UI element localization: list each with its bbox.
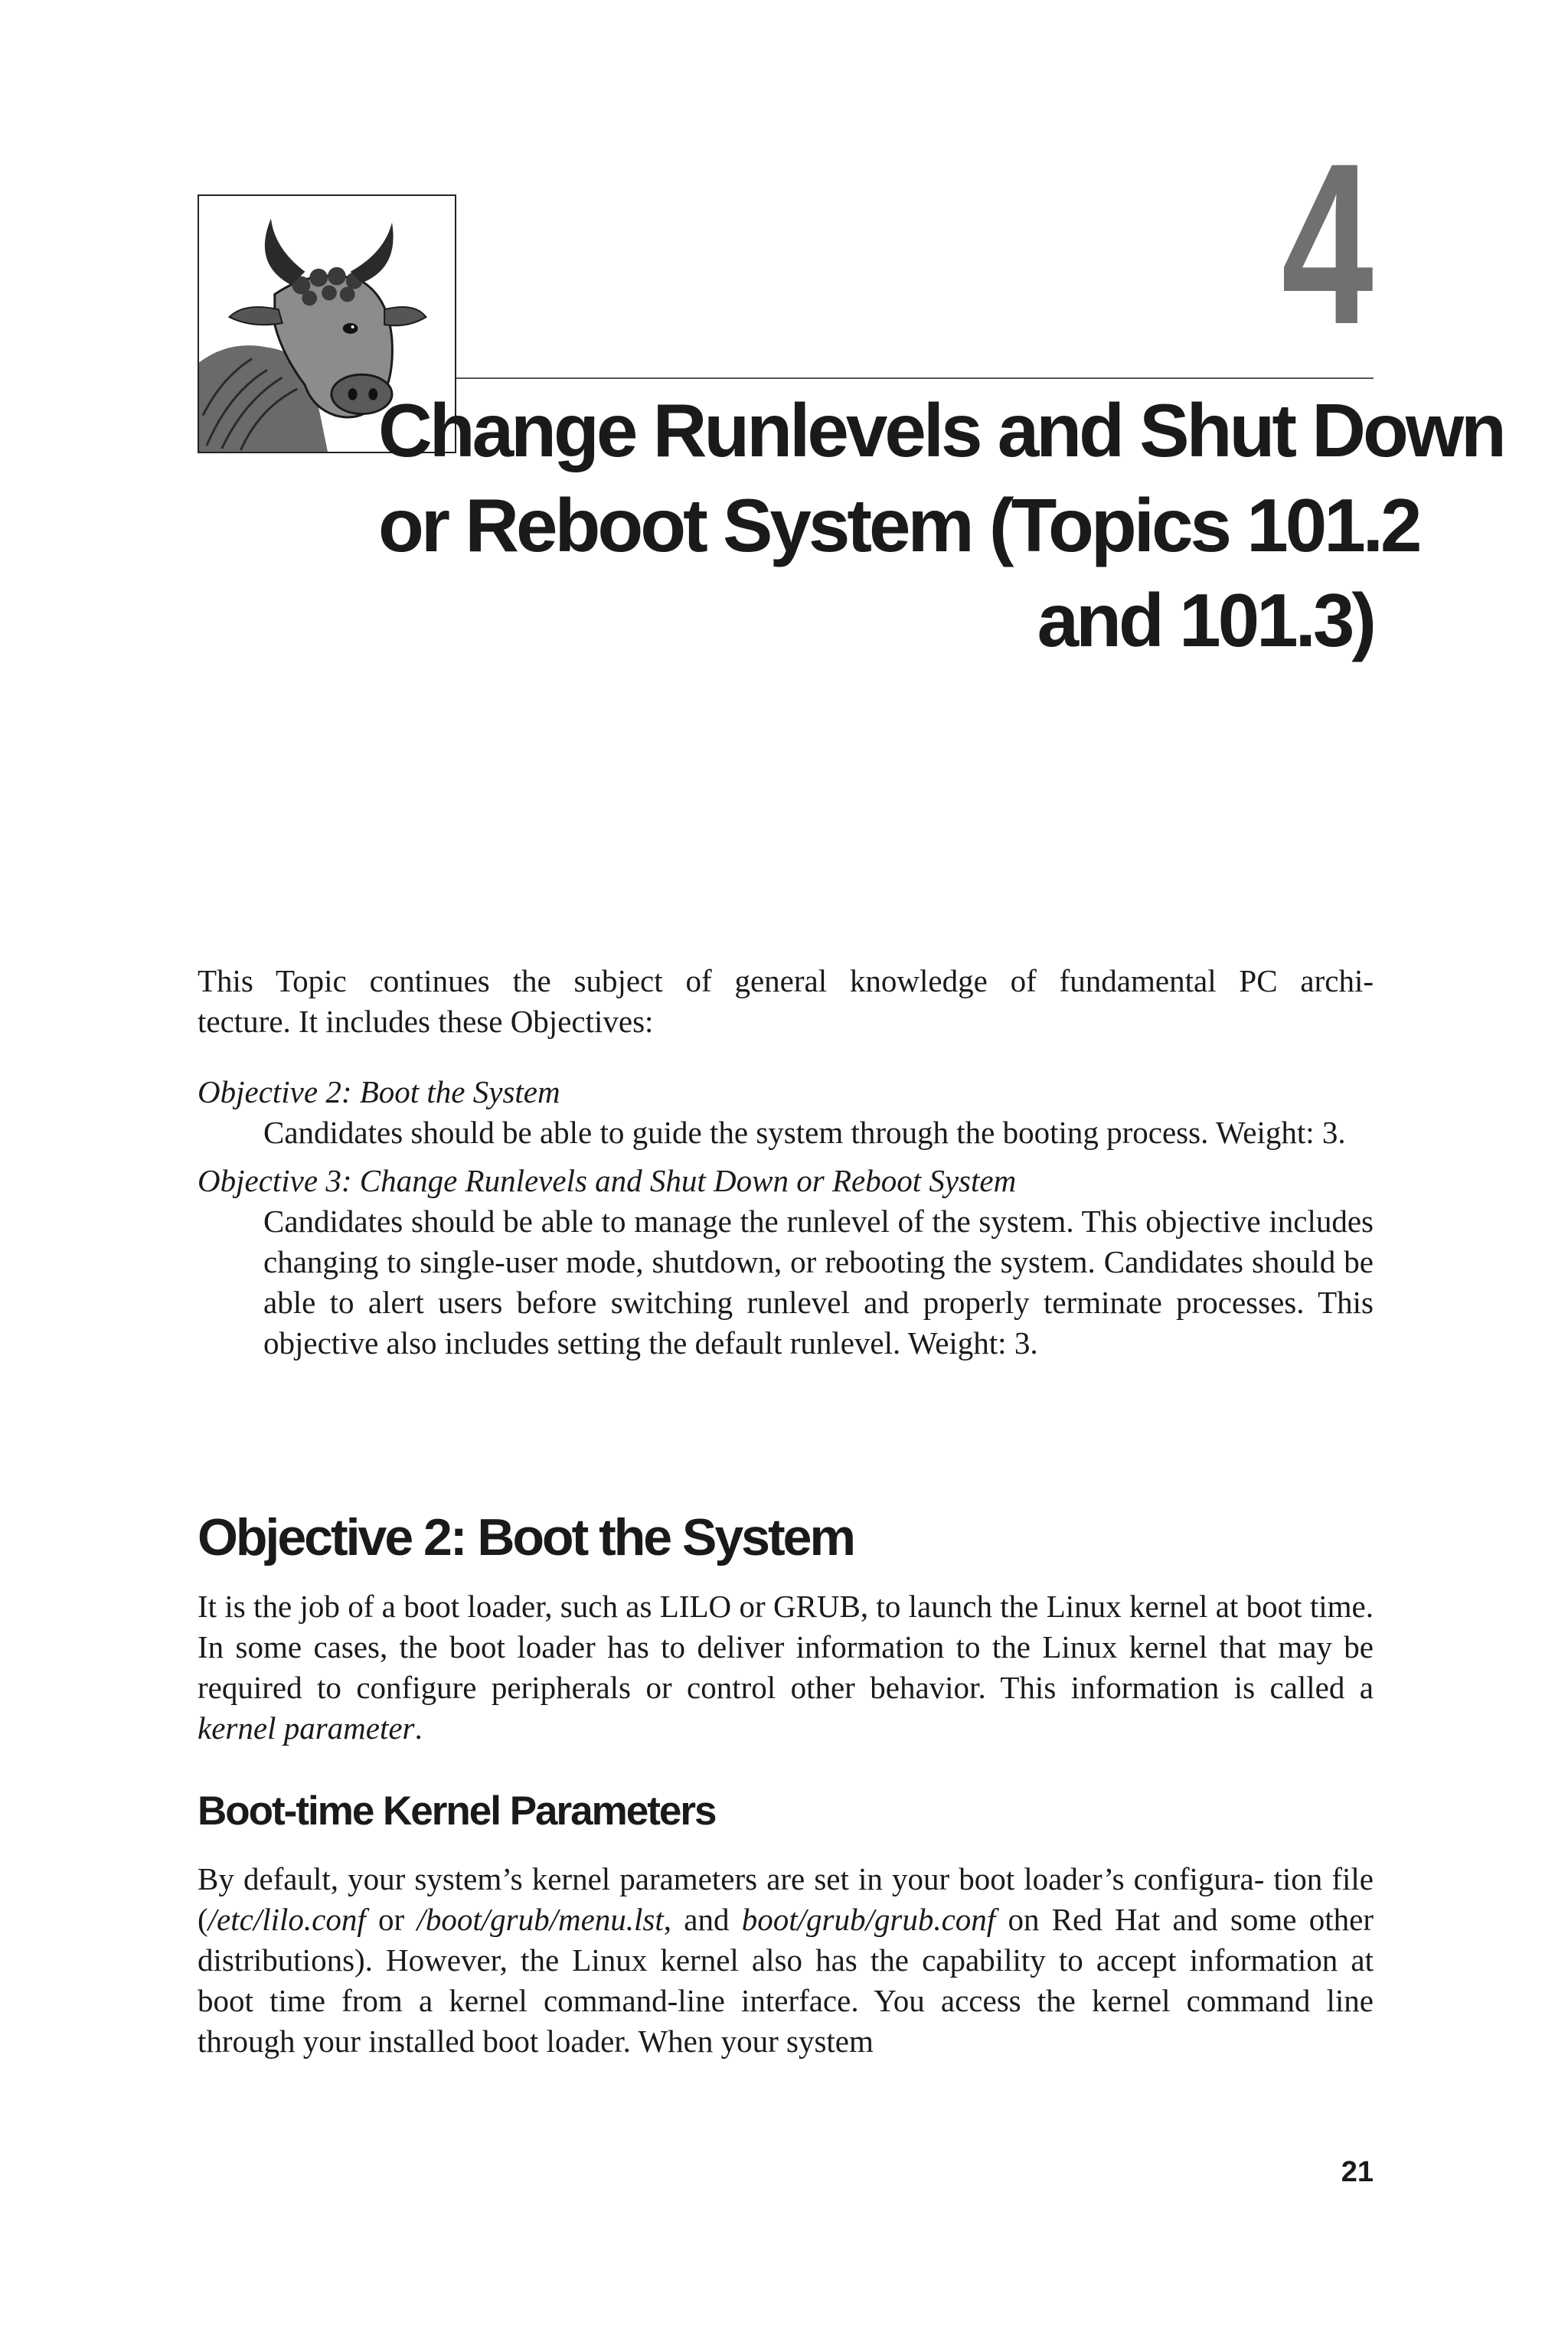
section-heading: Objective 2: Boot the System <box>198 1508 854 1566</box>
file-path: boot/grub/grub.conf <box>741 1902 996 1937</box>
section-text: . <box>414 1710 423 1746</box>
file-path: /etc/lilo.conf <box>207 1902 366 1937</box>
file-path: /boot/grub/menu.lst <box>416 1902 664 1937</box>
subsection-text: , and <box>663 1902 742 1937</box>
intro-line: This Topic continues the subject of general knowledge of fundamental PC archi- <box>198 963 1374 998</box>
intro-paragraph <box>198 961 1374 1042</box>
chapter-rule <box>456 377 1374 379</box>
intro-line: tecture. It includes these Objectives: <box>198 1004 654 1039</box>
term-kernel-parameter: kernel parameter <box>198 1710 415 1746</box>
objective-description: Candidates should be able to manage the runlevel of the system. This objective includes changing to single-user mode, shutdown, or rebooting the system. Candidates should be able to alert users before switching runlevel and properly terminate processes. This objective also includes setting the default runlevel. Weight: 3. <box>263 1204 1374 1361</box>
objectives-list <box>198 1072 1374 1371</box>
objective-description: Candidates should be able to guide the system through the booting process. Weight: 3. <box>263 1115 1346 1150</box>
chapter-title-line: or Reboot System (Topics 101.2 <box>378 483 1419 567</box>
page-number: 21 <box>1341 2156 1374 2188</box>
section-text: It is the job of a boot loader, such as LILO or GRUB, to launch the Linux kernel at boot time. In some cases, the boot loader has to deliver information to the Linux kernel that may be required to configure peripherals or control other behavior. This information is called a <box>198 1589 1374 1705</box>
section-paragraph <box>198 1586 1374 1749</box>
subsection-heading: Boot-time Kernel Parameters <box>198 1788 716 1834</box>
subsection-text: By default, your system’s kernel parameters are set in your boot loader’s configura- tion file ( <box>198 1861 1374 1937</box>
subsection-paragraph <box>198 1859 1374 2062</box>
chapter-title-line: Change Runlevels and Shut Down <box>378 388 1504 472</box>
subsection-text: on Red Hat and some other distributions). However, the Linux kernel also has the capability to accept information at boot time from a kernel command-line interface. You access the kernel command line through your installed boot loader. When your system <box>198 1902 1374 2059</box>
objective-term: Objective 3: Change Runlevels and Shut Down or Reboot System <box>198 1163 1017 1198</box>
chapter-title <box>378 383 1504 668</box>
objective-term: Objective 2: Boot the System <box>198 1074 560 1109</box>
chapter-title-line: and 101.3) <box>1037 578 1374 662</box>
subsection-text: or <box>365 1902 417 1937</box>
chapter-number: 4 <box>1281 115 1374 372</box>
